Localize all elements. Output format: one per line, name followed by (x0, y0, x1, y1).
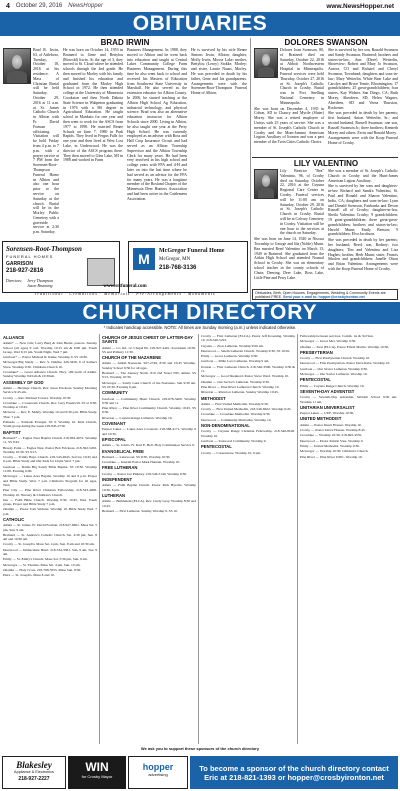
church-directory-col3 (201, 334, 295, 752)
church-listing: Aitkin — Co. Rd. 12. Chapel Ph. 218-927-4401. Sacrament 10:30. SS and Primary 11:30. (102, 345, 196, 354)
church-listing: Emily — Grace Lutheran. Worship 9:30. (201, 354, 259, 359)
church-directory-note: * Indicates handicap accessible. NOTE: All times are Sunday morning (a.m.) unless indicated otherwise. (103, 325, 297, 330)
church-listing: Aitkin — Faith Baptist Church. Pastor Rick Hyrolle. Worship 10:30, 6 pm. (102, 483, 196, 492)
church-listing: Crosby — Trinity Bapt. Church. 218-543-4845. Service 10:45 and 6 p.m. Bible Study and Our Kids for Christ Wed. 7 pm. (3, 455, 97, 464)
church-denomination-heading: UNITARIAN UNIVERSALIST (300, 404, 355, 410)
church-directory-col4 (300, 334, 397, 752)
church-listing: Crosslake — Interim Pastor Mark Hannah. Worship 10. (102, 460, 180, 465)
church-denomination-heading: FREE LUTHERAN (102, 465, 138, 471)
sponsor-cta[interactable]: To become a sponsor of the church directory contact Eric at 218-821-1393 or hopper@crosbyironton.net (190, 756, 398, 789)
church-denomination-heading: PENTECOSTAL (300, 377, 331, 383)
church-denomination-heading: ASSEMBLY OF GOD (3, 379, 44, 385)
church-listing: Deerwood — First Presbyterian. Pastor Dave Rabe. Worship 10. (300, 361, 391, 366)
obit-brad-irwin-col1: Brad R. Irwin, 63, of Attleboro, Tuesday, October 18, 2016 at his residence. A Mass of Christian Burial will be held Saturday, October 29, 2016 at 11 a.m. at St. James Catholic Church in Albion with Fr. David Forman officiating. Visitation will be held Friday from 4 p.m. to 7 p.m. with a prayer service at 7 PM from the Sorensen-Root-Thompson Funeral Home in Albion and also one hour prior to the service on Saturday at the church. Burial will be in the Morley Public Cemetery with a graveside service at 2:30 p.m. Saturday. (33, 48, 59, 234)
obit-note-text: Obituaries, Birth, Open Houses, Engagements, Wedding & Community Events are published FREE. (255, 290, 386, 300)
church-listing: Deerwood — Pastor Kristin Vass. Worship 9. (300, 438, 364, 443)
church-listing: McGregor/Big Sandy — Rev. S. Dehlke, 426-3456, 6 of Saline's Store. Worship 9:30. Childrens Church 10. (3, 360, 97, 369)
ad-win-sub: for Crosby Mayor (81, 774, 113, 779)
church-listing: Aitkin — Heritage Church, Rev. Jason Erickson. Sunday Morning Service 9:45 am. (3, 385, 97, 395)
church-listing: Deerwood — Community Methodist. Worship 10. (201, 417, 272, 422)
ad-hopper-sub: advertising (148, 772, 168, 777)
church-listing: Brainerd — Lakewood. SS 9:30, Worship 10:30. (102, 454, 171, 459)
church-listing: Aitkin* — New Life; Larry Burg & John Bieler, pastors. Sunday School (all ages) 9 a.m. Worship 10:15 am & 6:00 pm. Youth Group, Wed 6:15 pm. Youth Night, Wed 7 pm. (3, 341, 97, 354)
church-listing: Aitkin — First United Methodist. Worship 9:30. (201, 401, 269, 406)
church-listing: McGregor — Sandy Lake Church of the Nazarene. Sun 9:30 am. SS 10:30. Evening 6 pm. (102, 380, 196, 389)
ad-blakesley-phone: 218-927-2227 (18, 776, 50, 782)
church-listing: Emily — St. Emily's Church. Mass Sat. 5:30 pm, Sun. 9 am. (3, 557, 88, 562)
church-listing: Crosslake — Crossroads Church, Rev. Gary Essenwill. SS at 9:30, Worship at 10:45. (3, 400, 97, 410)
church-listing: Onamia — Our Savior's Lutheran. Worship 9:30. (201, 379, 270, 384)
ad-funeral2-city: McGregor, MN (159, 257, 191, 262)
church-denomination-heading: PRESBYTERIAN (300, 349, 333, 355)
church-listing: Deerwood — Immaculate Heart. 218-534-3361. Sun. 9 am, Tue. 9 am. (3, 547, 97, 557)
sponsor-support-line: We ask you to support these sponsors of the church directory (140, 746, 260, 751)
church-listing: Onamia — Pastor Tom Webster. Worship 10. Bible Study Wed. 7 p.m. (3, 507, 97, 516)
church-listing: Crosby — First Presbyterian Church. Worship 10. (300, 356, 371, 361)
church-listing: Pequot Lakes — Lakes Area Covenant. 218-568-4171. Worship 9 and 10:30. (102, 427, 196, 436)
ad-funeral1-director2: Jason Brunning (27, 283, 53, 288)
ad-funeral1-city: GARRISON (6, 261, 33, 267)
section-divider (252, 157, 398, 158)
ad-win-mayor[interactable] (68, 756, 126, 789)
ad-funeral1-name: Sorensen-Root-Thompson (6, 245, 82, 253)
funeral-home-building-icon (87, 258, 115, 286)
church-listing: Aitkin — Pastor Dawn Houser. Worship 10. (300, 422, 362, 427)
column-divider (297, 334, 298, 744)
ad-blakesley-sub: Appliance & Electronics (14, 770, 54, 774)
ad-funeral2-phone: 218-768-3136 (159, 265, 197, 271)
ad-funeral1-subname: FUNERAL HOMES (6, 254, 54, 259)
church-listing: Garrison — Our Savior Lutheran. Worship 9:30. (300, 366, 368, 371)
church-listing: Emily — United Methodist. Worship 9:30. (300, 443, 360, 448)
church-listing: Onamia — Holy Cross. 218-768-3555. Mass Sun. 8:30. (3, 567, 82, 572)
church-listing: Brainerd — First Lutheran. Sunday Worship 9. SS 10. (102, 508, 178, 513)
church-listing: Riverton — Riverton Lutheran. Sunday Worship 10:45. (201, 390, 279, 395)
church-listing: McGregor — Lakes Area Baptist. Worship 10 and 6 p.m. Prayer and Bible Study, Wed. 7 p.m. Children's Program for all ages, Wed. (3, 474, 97, 487)
church-denomination-heading: COVENANT (102, 421, 126, 427)
church-directory-title: CHURCH DIRECTORY (82, 301, 318, 324)
church-listing: Palisade — Palisade Evangel. SS 9. Worship 10. Kids Church, Youth group during the week 218-845-2739. (3, 420, 97, 429)
church-denomination-heading: LUTHERAN (102, 492, 126, 498)
church-denomination-heading: EVANGELICAL FREE (102, 448, 144, 454)
column-divider (99, 334, 100, 744)
church-denomination-heading: PENTECOSTAL (201, 444, 232, 450)
obit-note-email[interactable]: Send your e-mail to: hopper@crosbyironton.net (282, 295, 365, 300)
church-listing: Crosby — St. Joseph's. Mass Sat. 4 pm, Sun. 8 am and 10:30 am. (3, 542, 95, 547)
church-listing: Pine River — Pine River Community Church. Worship 10:45. SS 9:30. (102, 406, 196, 415)
mcgregor-logo-icon: M (133, 248, 155, 270)
ad-funeral-tagline: Traditional · Cremations · Memorials · Pre-Arrangements · Monuments (34, 291, 216, 296)
funeral-ads (0, 238, 400, 300)
church-listing: Crosby — Cornerstone. Worship 10, 6 pm. (201, 450, 262, 455)
ad-funeral1-phone: 218-927-2816 (6, 268, 44, 274)
church-listing: Crosby — First United Methodist. 218-546-6622. Worship 9:45. (201, 407, 292, 412)
ad-win-title: WIN (85, 760, 109, 774)
church-listing: Emily — Cuyuna Range Church. Worship 10. (300, 383, 365, 388)
church-listing: Crosslake* — Grace Alliance Church. Hwy. 169 north of Aitkin. Sunday Worship 8:45am & 10:30am. (3, 370, 97, 379)
church-listing: Aitkin — Bethlehem (ELCA). Rev. Cindy Gray. Worship 8:30 and 10:45. (102, 499, 196, 508)
church-listing: Aitkin — St. James. Fr. David Forman. 218-927-6601. Mass Sat. 5 pm, Sun. 9 am. (3, 523, 97, 532)
obit-name-dolores-swanson: DOLORES SWANSON (284, 38, 368, 47)
church-denomination-heading: ALLIANCE (3, 335, 25, 340)
church-listing: McGregor — Grace Met. Worship 9:30. (300, 339, 357, 344)
church-listing: Brainerd — The Journey North. 810 2nd Street NW, Aitkin. SS 9:15, Worship 10:30. (102, 371, 196, 380)
church-listing: Garrison* — Pastor Michael R. Rieke. Worship 9. SS 10:30. (3, 355, 88, 360)
church-denomination-heading: EPISCOPAL (102, 436, 126, 442)
church-directory-col1 (3, 334, 97, 752)
church-listing: McGregor — Worship 10:30. Children's Church. (300, 449, 369, 454)
church-listing: Brainerd — St. Andrew's Catholic Church. Sat. 4:30 pm, Sun. 8 am and 10:30 am. (3, 532, 97, 542)
church-listing: Pierz — St. Joseph's. Mass 8 and 10. (3, 573, 55, 578)
obit-brad-irwin-col2: He was born on October 14, 1953 in Brainerd to Gene and Bettylou (Rowold) Irwin. At the age of 3, they moved to St. Cloud where he attended schools through the 2nd grade. He then moved to Morley with his family and finished his education and graduated from the Morley High School in 1972. He then attended college at the University of Minnesota Crookston and then North Dakota State Science in Wahpeton graduating in 1976 with a BS degree in Agricultural Education. He taught school in Mankato for one year and then went to work for the ASCS from 1977 to 1990. He married Renee Schuck on June 7, 1980 in Park Rapids. They lived in Fergus Falls for one year and then lived at West Lost Lake, in Underwood. He was the director of the ASCS program there. They then moved to Glen Lake, MI in 1988 and worked in Farm (63, 48, 123, 163)
ad-hopper-name: hopper (142, 762, 174, 772)
church-denomination-heading: METHODIST (201, 395, 226, 401)
church-denomination-heading: CHURCH OF JESUS CHRIST OF LATTER-DAY SAINTS (102, 335, 193, 345)
church-listing: Crosby — Cuyuna Range Christian Fellowship. 218-546-8100. Worship 10. (201, 429, 295, 438)
church-listing: Pine River — Pine River Lutheran Church. Worship 10. (201, 384, 280, 389)
ad-funeral1-directors-label: Directors: (6, 278, 22, 283)
church-listing: Cuyuna — Zion Lutheran. Worship 9:00 am. (201, 343, 264, 348)
ad-blakesley[interactable] (2, 756, 66, 789)
obituaries-title: OBITUARIES (132, 12, 268, 35)
issue-date: October 29, 2016 (15, 3, 63, 9)
church-listing: Brainerd* — Eagles Nest Baptist Church 218-963-4672. Worship 11. SS 9:45. (3, 435, 97, 445)
footer-sponsors (0, 754, 400, 791)
obit-dolores-swanson-col2: She is survived by her son, Ronald Swanson and Sandy Swanson, Brainerd; brothers and sisters-in-law, Ann (Dave) Wetterlin, Shoreview; Robert and Mary Jo Swanson, Aurora, CO and Richard and Cheryl Swanson, Townhead; daughters and sons-in-law; Mary Wetterlin, White Bear Lake and Carolyn and Bruce Temte, Bloomington; 17 grandchildren; 25 great-grandchildren; four sisters, Kay Widner, San Diego, CA; Ruth Morey, Aberdeen, SD; Helen Wagner, Aberdeen, SD and Verna Thurston, Rochester. She was preceded in death by her parents; first husband, Anton Wetterlin, Sr.; and second husband, Russell Swanson; one son, Russell Swanson Jr.; three brothers; Kenneth Morey and others. Ervin and Ronald Morey. Arrangements were with the Koop Funeral Home of Crosby. (328, 48, 398, 146)
church-listing: Pine City — Pine River Christian Fellowship. 218-543-4000. Worship 10. Nursery & Children's Church. (3, 488, 97, 497)
church-denomination-heading: BAPTIST (3, 429, 21, 435)
church-listing: Crosslake — Worship 10:30, 218-692-4535. (300, 433, 363, 438)
church-listing: Pine River — Pine River UMC. Worship 10. (300, 454, 363, 459)
church-listing: McGrew — Rev. E. Mdaly. Worship 10 and 6:30 p.m. Bible Study, Thur. 7 p.m. (3, 410, 97, 419)
church-listing: Deerwood — Salem Lutheran Church. Worship 9:30, SS 10:45. (201, 348, 291, 353)
ad-funeral1-director: Jerry Thompson (27, 278, 54, 283)
church-denomination-heading: NON-DENOMINATIONAL (201, 423, 250, 429)
church-denomination-heading: UNITED METHODIST (300, 416, 342, 422)
church-listing: Riverton — Cuyuna Range Lutheran. Worship 10. (102, 415, 173, 420)
church-listing: Isle — Faith Bible Church. Worship 9:30, 10:45, Wed. Youth group, Prayer and Bible Study 7 p.m. (3, 497, 97, 507)
church-listing: Pequot Lakes — UUF. Worship 10:30. (300, 411, 355, 416)
ad-blakesley-name: Blakesley (16, 760, 52, 770)
church-listing: Crosby — First Lutheran (ELCA). Pastor Jeff Kroening. Worship 10. 218-546-5222. (201, 334, 295, 343)
church-listing: McGregor — Good Shepherd. Pastor Steve Ward. Worship 10. (201, 374, 289, 379)
obit-brad-irwin-col3: Business Management. In 1988, they moved to Albion and he went back into education and taught at Central Lakes Community College Farm Business Management. During this time he also went back to school and received his Masters of Education from Southwest State University in Marshall. He also served as the extension educator for Albion County. In 2006, he started teaching at the Albion High School Ag Education, industrial technology, and physical science. Brad was also an alternative education instructor for Albion Schools since 2000. Living in Albion, he also taught one year at the Perry High School. He was currently employed as an adviser with Ross and Hall Crop Insurance Circuit and had served as an Albion Township Supervisor and the Albion Township Clerk for many years. He had been very involved in his high school and college years with FFA and 4-H and later on into the last time where he had served as an advisor for the FFA for many years. He was a longtime member of the Rosland Chapter of the Minnesota Deer Hunters Association and had been active in the Cattlemens Association. (127, 48, 187, 201)
column-divider (198, 334, 199, 744)
church-listing: Crosby — Seventh-Day Adventist. Sabbath School 9:30 am. Worship 11 am. (300, 395, 397, 404)
obit-lily-valentino-col1: Lily Beatrice "Bea" Valentino, 96, of Crosby died on Saturday, October 22, 2016 at the Cuyuna Regional Care Center in Crosby. Funeral services will be 11:00 am on Saturday, October 29, 2016 at St. Joseph's Catholic Church in Crosby. Burial will be at Calvary Cemetery in Crosby. Visitation will be one hour to the services at the church on Saturday. She was born on June 14, 1920 in Nisswa Township to George and Ida (Noble) Munn. Bea married Reed Valentino on March 13, 1940 in Brainerd. She graduated from the Aitkin High School and attended Normal School in Crosby. She was an elementary school teacher in the county schools of Chute, Deering, Deer Lake, Ross Lake, Little Pine and Perry Lake. (254, 169, 324, 280)
church-listing: Garrison — Community Heart Church. 218-678-3400. Worship 9:30 and 11. (102, 396, 196, 405)
church-listing: Ironton — First Lutheran Church. 218-546-3500. Worship 9:30 & 11. (201, 364, 295, 374)
church-listing: Aitkin — St. John's. Fr. Karl E. Bell. Holy Communion Service 9. (102, 443, 195, 448)
church-directory-banner (0, 302, 400, 324)
church-listing: Crosslake — Crosslake Methodist. Worship 9:30. (201, 412, 271, 417)
obit-lily-valentino-col2: She was a member of St. Joseph's Catholic Church in Crosby and the Hunt-James American Legion Auxiliary. She is survived by her sons and daughters-in-law Richard and Sandra Valentino, St. Paul and Ronald and Sharon Valentino, Indio, CA; daughters and sons-in-law; Lynn and Donald Swenson, Fairbanks and Devon Russell all of Crosby; daughter-in-law, Sheila Valentino Crosby; 9 grandchildren; 19 great-grandchildren; three great-great-grandchildren; brothers and sisters-in-law; Harold Munn; Emily Benson; 9 grandchildren; Elva Jacobson. She was preceded in death by her parents; her husband, Reed; son, Rodney; two daughters; Tim and Valentina and Lisa Hughes; brother, Herb Munn; sister, Francis Sibolen and grandchildren; Janelle Olson and Brian Valentino. Arrangements were with the Koop Funeral Home of Crosby. (328, 169, 398, 271)
church-denomination-heading: CHURCH OF THE NAZARENE (102, 355, 162, 361)
church-listing: Garrison — Dallas Big Sandy Bible Baptist. SS 10:30. Worship 11:00. Evening 6:00. (3, 464, 97, 474)
ad-funeral-website[interactable]: www.srtfuneral.com (103, 284, 147, 289)
church-denomination-heading: CATHOLIC (3, 516, 25, 522)
church-denomination-heading: COMMUNITY (102, 390, 128, 396)
church-denomination-heading: SEVENTH-DAY ADVENTIST (300, 388, 355, 394)
obit-dolores-swanson-col1: Dolores Joan Swanson, 80, of Brainerd died on Saturday, October 22, 2016 at Abbott Northwestern Hospital in Minneapolis. Funeral services were held Thursday, October 27, 2016 at St. Joseph's Catholic Church in Crosby. Burial was in Fort Snelling National Cemetery in Minneapolis. She was born on December 4, 1935 in Cohon, SD to Chaucy and Myrtle (Slater) Morey. She was a retired employee of Unisys with 25 years of service. She was a member of St. Joseph's Catholic Church in Crosby and the Mom-Jamma American Legion Auxiliary of Ironton and was a past member of the Twin Cities Catholic Choirs. (254, 48, 324, 145)
church-listing: Onamia — Zion (ELCA). Pastor Elliott Martin. Worship 10:30. (300, 344, 389, 349)
church-directory-col2 (102, 334, 196, 752)
church-listing: McGregor — Our Savior Lutheran. Worship 10. (300, 372, 368, 377)
obit-brad-irwin-col4: He is survived by his wife Renee Simons Irwin, Albion; daughter, Molly Irwin, Moose Lake; mother, Bettylou (Leroy) Stokke, Morley; and sister, Laurie Nauss, Morley. He was preceded in death by his father, Gene and his grandparents. Arrangements were with the Sorensen-Root-Thompson Funeral Home of Albion. (191, 48, 247, 96)
church-listing: Fellowship between services. Comm. 1st & 3rd Sun. (300, 334, 374, 338)
church-listing: Crosby — Pastor Dawn Houser. Worship 8:45. (300, 428, 366, 433)
obit-name-lily-valentino: LILY VALENTINO (293, 159, 359, 168)
church-listing: Garrison — Mille Lacs Lutheran. Worship 9 am. (201, 359, 270, 364)
page-number: 4 (6, 2, 10, 10)
ad-hopper[interactable] (128, 756, 188, 789)
obituaries-banner (0, 12, 400, 36)
church-listing: Garrison — Ironwood Community. Worship 9. (201, 438, 267, 443)
church-listing: McGregor — St. Thomas. Mass Sat. 4 pm. Sun. 10 am. (3, 562, 81, 567)
church-listing: Breezy Point — Eagles Nest. Pastor Bob Erickson. 218-562-5202. Worship 10:30. SS 9:15. (3, 445, 97, 454)
ad-funeral2-name: McGregor Funeral Home (159, 248, 225, 254)
church-listing: Crosby — Pastor Jon Pinkney. 218-546-5140. Worship 9:30. (102, 471, 187, 476)
website-link[interactable]: www.NewsHopper.net (326, 2, 394, 10)
church-denomination-heading: INDEPENDENT (102, 477, 133, 483)
page-header (0, 0, 400, 12)
obit-name-brad-irwin: BRAD IRWIN (100, 38, 150, 47)
publication-name: NewsHopper (68, 3, 103, 9)
church-listing: Crosby — Rev. Michael Towers. Worship 10:30. (3, 395, 72, 400)
church-listing: Aitkin — Aitkin Nazarene. 927-2749, 8:30 and 10:45 Worship. Sunday School 9:30 for all ages. (102, 361, 196, 370)
